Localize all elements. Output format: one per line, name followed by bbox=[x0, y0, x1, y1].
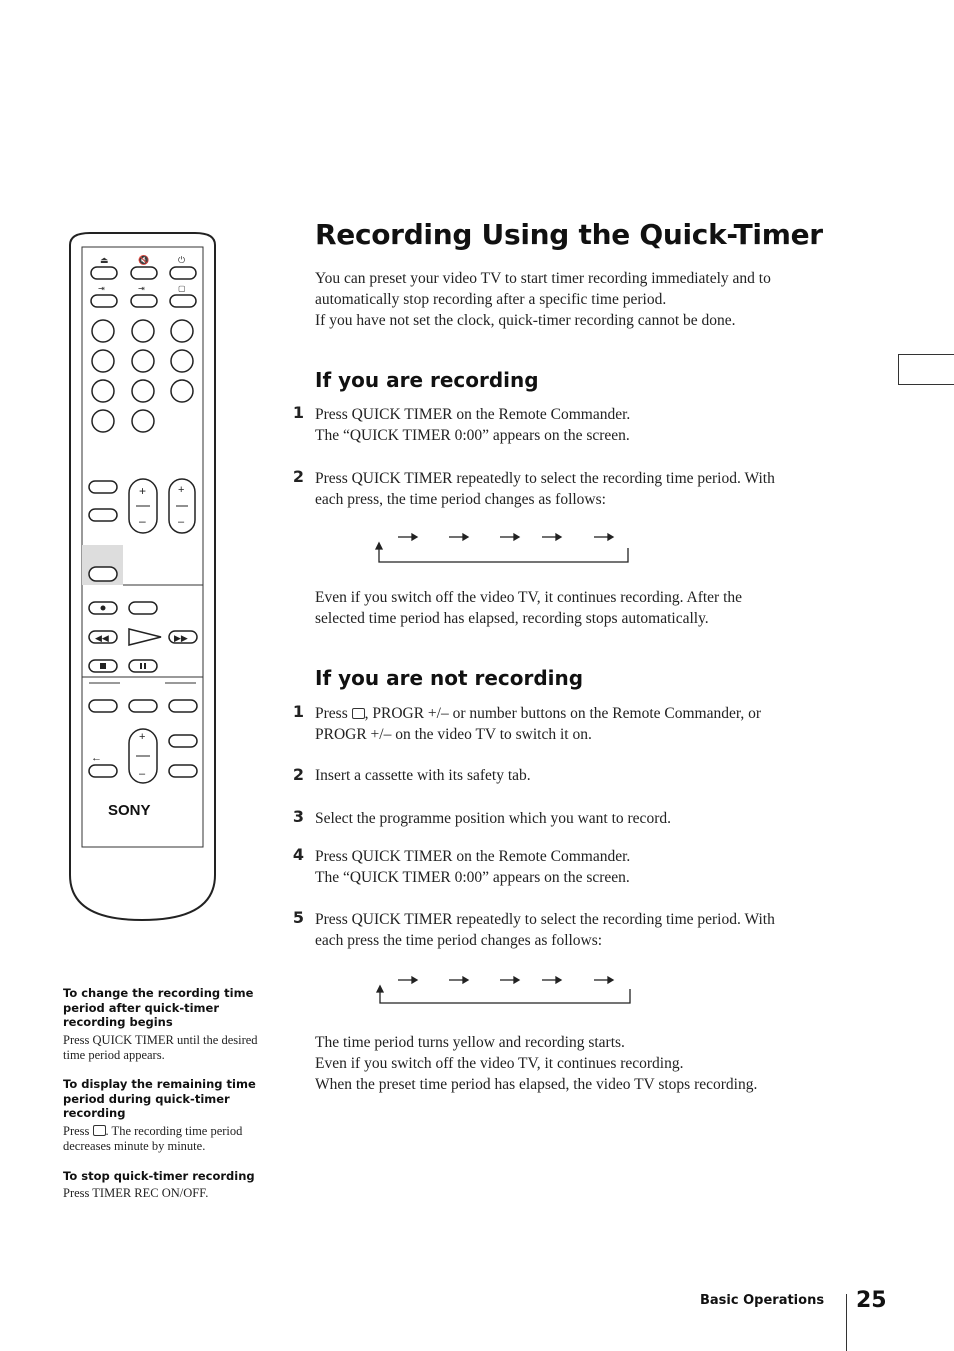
sidebar-heading: To stop quick-timer recording bbox=[63, 1169, 255, 1183]
sidebar-text: Press . The recording time period decreases minute by minute. bbox=[63, 1124, 243, 1153]
step-text: Press QUICK TIMER on the Remote Commander. The “QUICK TIMER 0:00” appears on the screen. bbox=[315, 406, 631, 444]
step-text: Press , PROGR +/– or number buttons on the Remote Commander, or PROGR +/– on the video TV to switch it on. bbox=[315, 705, 762, 743]
sidebar-text: Press TIMER REC ON/OFF. bbox=[63, 1186, 209, 1200]
svg-text:⇥: ⇥ bbox=[98, 284, 105, 293]
page-number: 25 bbox=[856, 1288, 887, 1313]
svg-text:▢: ▢ bbox=[178, 284, 186, 293]
step-text: Press QUICK TIMER on the Remote Commander. The “QUICK TIMER 0:00” appears on the screen. bbox=[315, 848, 631, 886]
svg-text:+: + bbox=[178, 484, 185, 496]
time-period-cycle-diagram bbox=[370, 526, 640, 566]
svg-text:+: + bbox=[139, 484, 147, 498]
section-tab-marker bbox=[898, 354, 954, 385]
svg-text:–: – bbox=[139, 768, 146, 780]
svg-text:←: ← bbox=[91, 752, 102, 764]
svg-text:–: – bbox=[178, 516, 185, 528]
step-number: 2 bbox=[292, 765, 304, 784]
svg-text:🔇: 🔇 bbox=[138, 255, 150, 265]
svg-text:⏻: ⏻ bbox=[178, 255, 186, 265]
step-text: Select the programme position which you want to record. bbox=[315, 810, 671, 827]
step-number: 4 bbox=[292, 845, 304, 864]
tv-power-icon bbox=[352, 708, 365, 719]
section1-note: Even if you switch off the video TV, it continues recording. After the selected time period has elapsed, recording stops automatically. bbox=[315, 589, 743, 627]
step-text: Insert a cassette with its safety tab. bbox=[315, 767, 531, 784]
time-period-cycle-diagram bbox=[370, 969, 640, 1009]
step-number: 5 bbox=[292, 908, 304, 927]
step-number: 2 bbox=[292, 467, 304, 486]
step-number: 1 bbox=[292, 702, 304, 721]
footer-divider bbox=[846, 1294, 847, 1351]
sidebar-text: Press QUICK TIMER until the desired time period appears. bbox=[63, 1033, 258, 1062]
svg-text:⏏: ⏏ bbox=[100, 255, 109, 265]
svg-text:⇥: ⇥ bbox=[138, 284, 145, 293]
sidebar-heading: To change the recording time period after quick-timer recording begins bbox=[63, 986, 254, 1029]
step-number: 3 bbox=[292, 807, 304, 826]
svg-text:▶▶: ▶▶ bbox=[174, 633, 188, 643]
display-icon bbox=[93, 1125, 106, 1136]
svg-text:◀◀: ◀◀ bbox=[95, 633, 109, 643]
svg-text:+: + bbox=[139, 731, 146, 743]
section2-note: The time period turns yellow and recording starts. Even if you switch off the video TV, it continues recording. When the preset time period has elapsed, the video TV stops recording. bbox=[315, 1034, 758, 1093]
sidebar-heading: To display the remaining time period during quick-timer recording bbox=[63, 1077, 256, 1120]
intro-paragraph: You can preset your video TV to start timer recording immediately and to automatically stop recording after a specific time period. If you have not set the clock, quick-timer recording cannot be done. bbox=[315, 270, 771, 329]
step-text: Press QUICK TIMER repeatedly to select the recording time period. With each press the time period changes as follows: bbox=[315, 911, 775, 949]
page-title: Recording Using the Quick-Timer bbox=[315, 218, 823, 251]
section-heading-not-recording: If you are not recording bbox=[315, 666, 584, 690]
step-number: 1 bbox=[292, 403, 304, 422]
section-heading-recording: If you are recording bbox=[315, 368, 539, 392]
svg-text:–: – bbox=[139, 514, 146, 528]
footer-section-label: Basic Operations bbox=[700, 1293, 825, 1308]
step-text: Press QUICK TIMER repeatedly to select the recording time period. With each press, the time period changes as follows: bbox=[315, 470, 775, 508]
sony-logo: SONY bbox=[108, 802, 151, 819]
remote-commander-illustration bbox=[60, 225, 230, 930]
